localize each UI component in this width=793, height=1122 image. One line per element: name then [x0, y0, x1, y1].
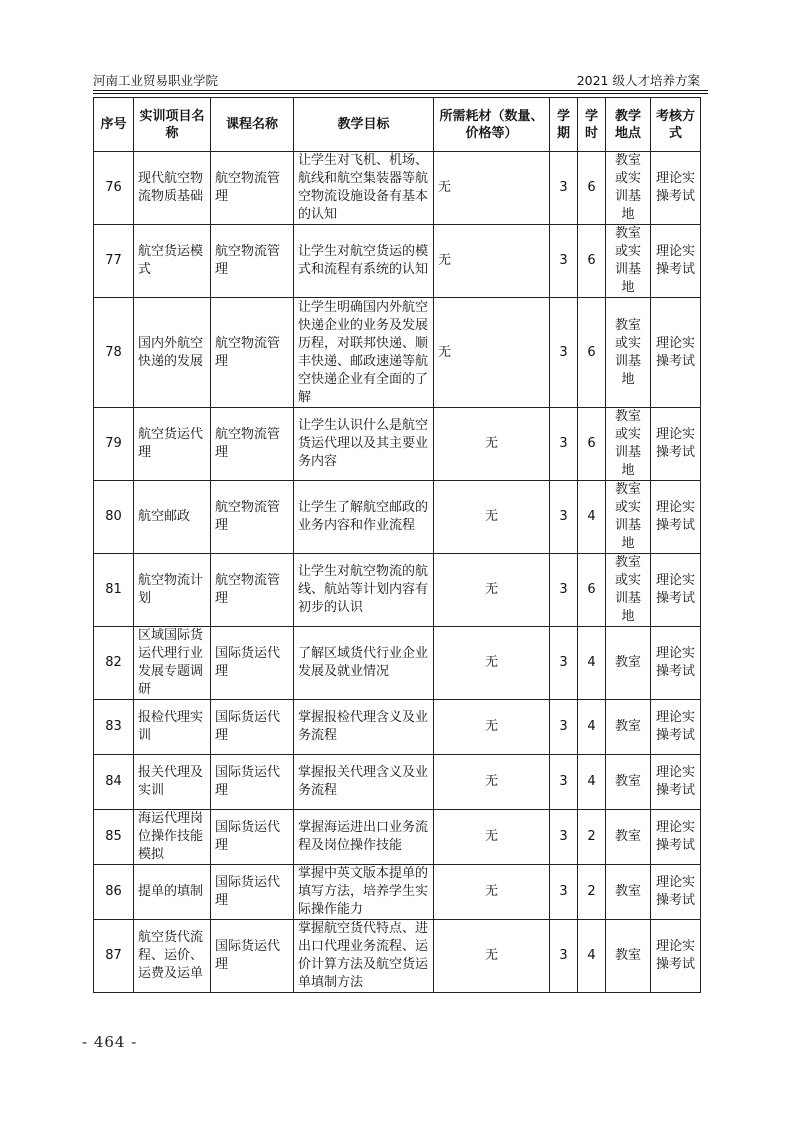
table-row: [94, 700, 701, 755]
cell-goal: 掌握海运进出口业务流程及岗位操作技能: [294, 810, 434, 865]
col-header-no: 序号: [94, 98, 134, 152]
cell-materials: 无: [434, 408, 550, 481]
cell-exam: 理论实操考试: [651, 554, 701, 627]
cell-semester: 3: [550, 298, 578, 408]
table-row: [94, 225, 701, 298]
col-header-semester: 学期: [550, 98, 578, 152]
cell-location: 教室或实训基地: [606, 481, 651, 554]
cell-no: 85: [94, 810, 134, 865]
cell-item: 国内外航空快递的发展: [134, 298, 211, 408]
cell-hours: 4: [578, 755, 606, 810]
cell-semester: 3: [550, 408, 578, 481]
cell-hours: 2: [578, 865, 606, 920]
cell-semester: 3: [550, 810, 578, 865]
cell-location: 教室: [606, 920, 651, 993]
cell-course: 航空物流管理: [211, 408, 294, 481]
cell-item: 报关代理及实训: [134, 755, 211, 810]
cell-semester: 3: [550, 627, 578, 700]
cell-materials: 无: [434, 755, 550, 810]
table-row: [94, 810, 701, 865]
cell-location: 教室或实训基地: [606, 225, 651, 298]
cell-goal: 了解区域货代行业企业发展及就业情况: [294, 627, 434, 700]
cell-goal: 让学生对飞机、机场、航线和航空集装器等航空物流设施设备有基本的认知: [294, 152, 434, 225]
cell-location: 教室: [606, 865, 651, 920]
cell-course: 航空物流管理: [211, 298, 294, 408]
cell-hours: 2: [578, 810, 606, 865]
table-row: [94, 408, 701, 481]
col-header-goal: 教学目标: [294, 98, 434, 152]
cell-hours: 6: [578, 152, 606, 225]
col-header-materials: 所需耗材（数量、价格等）: [434, 98, 550, 152]
col-header-item: 实训项目名称: [134, 98, 211, 152]
cell-goal: 掌握报检代理含义及业务流程: [294, 700, 434, 755]
table-row: [94, 152, 701, 225]
cell-exam: 理论实操考试: [651, 481, 701, 554]
cell-course: 国际货运代理: [211, 700, 294, 755]
cell-item: 现代航空物流物质基础: [134, 152, 211, 225]
cell-no: 82: [94, 627, 134, 700]
cell-semester: 3: [550, 225, 578, 298]
cell-goal: 掌握报关代理含义及业务流程: [294, 755, 434, 810]
cell-course: 航空物流管理: [211, 152, 294, 225]
cell-course: 国际货运代理: [211, 810, 294, 865]
cell-no: 87: [94, 920, 134, 993]
table-row: [94, 755, 701, 810]
cell-semester: 3: [550, 755, 578, 810]
cell-hours: 6: [578, 298, 606, 408]
cell-no: 77: [94, 225, 134, 298]
cell-goal: 让学生明确国内外航空快递企业的业务及发展历程，对联邦快递、顺丰快递、邮政速递等航空快递企业有全面的了解: [294, 298, 434, 408]
table-row: [94, 481, 701, 554]
cell-hours: 6: [578, 554, 606, 627]
cell-item: 海运代理岗位操作技能模拟: [134, 810, 211, 865]
cell-item: 航空物流计划: [134, 554, 211, 627]
cell-no: 84: [94, 755, 134, 810]
cell-semester: 3: [550, 152, 578, 225]
cell-exam: 理论实操考试: [651, 700, 701, 755]
page-number: - 464 -: [82, 1033, 138, 1051]
cell-hours: 6: [578, 408, 606, 481]
cell-materials: 无: [434, 627, 550, 700]
cell-semester: 3: [550, 554, 578, 627]
cell-exam: 理论实操考试: [651, 298, 701, 408]
table-row: [94, 865, 701, 920]
cell-exam: 理论实操考试: [651, 865, 701, 920]
cell-item: 区域国际货运代理行业发展专题调研: [134, 627, 211, 700]
table-row: [94, 627, 701, 700]
cell-goal: 让学生了解航空邮政的业务内容和作业流程: [294, 481, 434, 554]
header-rule: [93, 90, 708, 91]
cell-materials: 无: [434, 298, 550, 408]
cell-exam: 理论实操考试: [651, 627, 701, 700]
cell-course: 国际货运代理: [211, 755, 294, 810]
cell-goal: 让学生对航空货运的模式和流程有系统的认知: [294, 225, 434, 298]
cell-semester: 3: [550, 700, 578, 755]
cell-no: 79: [94, 408, 134, 481]
cell-course: 国际货运代理: [211, 627, 294, 700]
cell-semester: 3: [550, 920, 578, 993]
cell-course: 国际货运代理: [211, 920, 294, 993]
cell-no: 83: [94, 700, 134, 755]
cell-materials: 无: [434, 554, 550, 627]
training-table: [93, 97, 701, 993]
cell-course: 航空物流管理: [211, 481, 294, 554]
cell-item: 航空货运代理: [134, 408, 211, 481]
cell-location: 教室或实训基地: [606, 152, 651, 225]
table-header-row: [94, 98, 701, 152]
cell-materials: 无: [434, 152, 550, 225]
cell-goal: 让学生对航空物流的航线、航站等计划内容有初步的认识: [294, 554, 434, 627]
cell-hours: 4: [578, 481, 606, 554]
table-row: [94, 920, 701, 993]
cell-goal: 掌握中英文版本提单的填写方法，培养学生实际操作能力: [294, 865, 434, 920]
header-institution: 河南工业贸易职业学院: [93, 73, 219, 88]
cell-no: 86: [94, 865, 134, 920]
cell-no: 80: [94, 481, 134, 554]
cell-no: 78: [94, 298, 134, 408]
header-plan-title: 2021 级人才培养方案: [576, 73, 700, 88]
header-rule-thin: [93, 93, 708, 94]
cell-hours: 4: [578, 700, 606, 755]
cell-no: 76: [94, 152, 134, 225]
col-header-hours: 学时: [578, 98, 606, 152]
cell-exam: 理论实操考试: [651, 408, 701, 481]
cell-materials: 无: [434, 865, 550, 920]
cell-location: 教室或实训基地: [606, 298, 651, 408]
cell-location: 教室或实训基地: [606, 554, 651, 627]
cell-materials: 无: [434, 481, 550, 554]
cell-exam: 理论实操考试: [651, 152, 701, 225]
cell-hours: 6: [578, 225, 606, 298]
cell-location: 教室: [606, 627, 651, 700]
cell-exam: 理论实操考试: [651, 920, 701, 993]
cell-item: 报检代理实训: [134, 700, 211, 755]
table-row: [94, 298, 701, 408]
cell-item: 航空货代流程、运价、运费及运单: [134, 920, 211, 993]
cell-location: 教室: [606, 810, 651, 865]
cell-item: 航空邮政: [134, 481, 211, 554]
cell-exam: 理论实操考试: [651, 810, 701, 865]
cell-goal: 让学生认识什么是航空货运代理以及其主要业务内容: [294, 408, 434, 481]
col-header-course: 课程名称: [211, 98, 294, 152]
cell-materials: 无: [434, 700, 550, 755]
cell-location: 教室: [606, 700, 651, 755]
cell-materials: 无: [434, 225, 550, 298]
cell-materials: 无: [434, 920, 550, 993]
cell-semester: 3: [550, 865, 578, 920]
col-header-location: 教学地点: [606, 98, 651, 152]
cell-semester: 3: [550, 481, 578, 554]
cell-materials: 无: [434, 810, 550, 865]
cell-exam: 理论实操考试: [651, 225, 701, 298]
cell-course: 国际货运代理: [211, 865, 294, 920]
cell-item: 提单的填制: [134, 865, 211, 920]
col-header-exam: 考核方式: [651, 98, 701, 152]
cell-item: 航空货运模式: [134, 225, 211, 298]
cell-no: 81: [94, 554, 134, 627]
cell-goal: 掌握航空货代特点、进出口代理业务流程、运价计算方法及航空货运单填制方法: [294, 920, 434, 993]
table-row: [94, 554, 701, 627]
cell-location: 教室或实训基地: [606, 408, 651, 481]
cell-location: 教室: [606, 755, 651, 810]
cell-hours: 4: [578, 627, 606, 700]
cell-exam: 理论实操考试: [651, 755, 701, 810]
cell-hours: 4: [578, 920, 606, 993]
cell-course: 航空物流管理: [211, 225, 294, 298]
cell-course: 航空物流管理: [211, 554, 294, 627]
